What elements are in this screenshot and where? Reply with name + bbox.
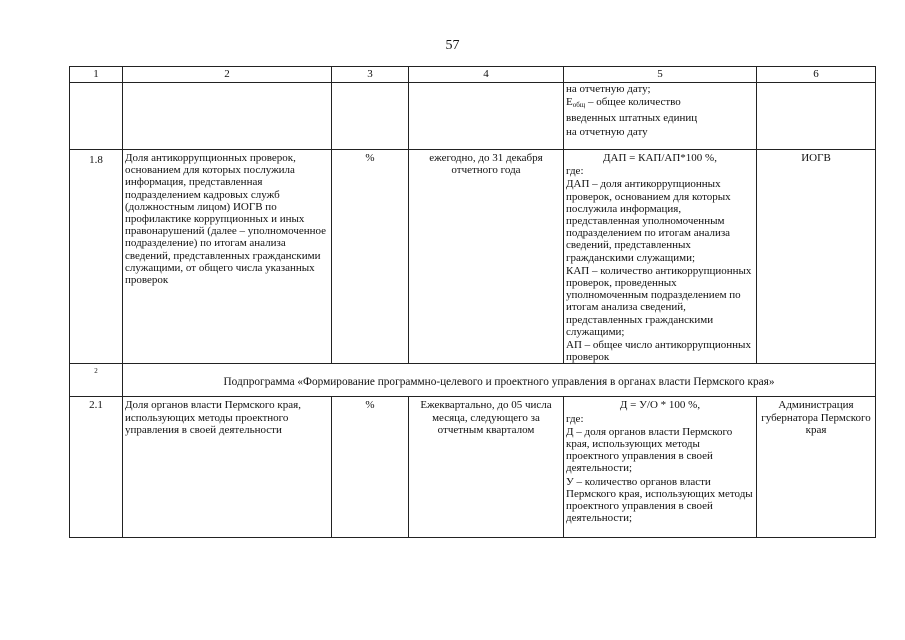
unit: % (332, 150, 409, 364)
subprogram-row (70, 364, 876, 397)
subprogram-number: 2 (70, 364, 123, 397)
cell-formula-continuation (564, 83, 757, 150)
definition: КАП – количество антикоррупционных проверок, проведенных уполномоченным подразделением по итогам анализа сведений, представленных гражданскими служащими; (566, 264, 752, 338)
column-header: 6 (757, 67, 876, 83)
responsible: Администрация губернатора Пермского края (757, 397, 876, 538)
subprogram-title: Подпрограмма «Формирование программно-целевого и проектного управления в органах власти Пермского края» (123, 364, 876, 397)
e-subscript: общ (572, 101, 586, 110)
indicator-name: Доля органов власти Пермского края, использующих методы проектного управления в своей деятельности (123, 397, 332, 538)
cell-empty (757, 83, 876, 150)
definition: Д – доля органов власти Пермского края, использующих методы проектного управления в своей деятельности; (566, 425, 733, 475)
cell-empty (409, 83, 564, 150)
table-row-continuation (70, 83, 876, 150)
table-row-2-1 (70, 397, 876, 538)
responsible: ИОГВ (757, 150, 876, 364)
text-line: на отчетную дату (566, 125, 648, 138)
definition: У – количество органов власти Пермского края, использующих методы проектного управления в своей деятельности; (566, 475, 753, 525)
unit: % (332, 397, 409, 538)
period: ежегодно, до 31 декабря отчетного года (409, 150, 564, 364)
table-row-1-8 (70, 150, 876, 364)
cell-empty (70, 83, 123, 150)
column-header: 1 (70, 67, 123, 83)
indicator-table (69, 66, 876, 538)
where-label: где: (566, 412, 584, 425)
formula: ДАП = КАП/АП*100 %, (603, 152, 717, 164)
text-line: на отчетную дату; (566, 83, 651, 95)
table-header-row (70, 67, 876, 83)
period: Ежеквартально, до 05 числа месяца, следующего за отчетным кварталом (409, 397, 564, 538)
column-header: 4 (409, 67, 564, 83)
definition: АП – общее число антикоррупционных проверок (566, 339, 751, 364)
column-header: 3 (332, 67, 409, 83)
definition: ДАП – доля антикоррупционных проверок, основанием для которых послужила информация, представленная уполномоченным подразделением по итогам анализа сведений, представленных гражданскими служащими; (566, 178, 731, 264)
cell-empty (332, 83, 409, 150)
formula-cell (564, 397, 757, 538)
where-label: где: (566, 165, 584, 178)
formula-cell (564, 150, 757, 364)
text-line: введенных штатных единиц (566, 112, 698, 125)
page-number: 57 (445, 38, 460, 53)
row-number: 2.1 (70, 397, 123, 538)
cell-empty (123, 83, 332, 150)
e-total-definition: $Е_{общ}$ – общее количество (566, 96, 681, 110)
row-number: 1.8 (70, 150, 123, 364)
column-header: 5 (564, 67, 757, 83)
column-header: 2 (123, 67, 332, 83)
formula: Д = У/О * 100 %, (619, 399, 701, 412)
indicator-name: Доля антикоррупционных проверок, основанием для которых послужила информация, представленная подразделением кадровых служб (должностным лицом) ИОГВ по профилактике коррупционных и иных правонарушений (далее – уполномоченное подразделение) по итогам анализа сведений, представленных гражданскими служащими, от общего числа указанных проверок (123, 150, 332, 364)
